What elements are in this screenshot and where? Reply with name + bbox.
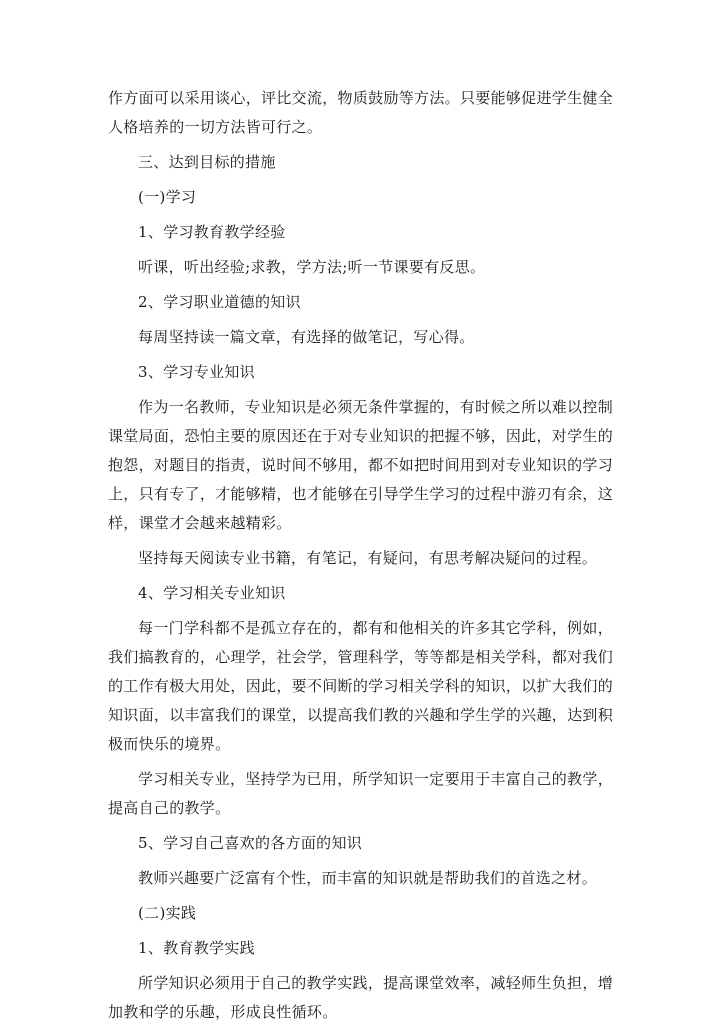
item-heading: 5、学习自己喜欢的各方面的知识 [138, 834, 363, 852]
item-heading: 1、学习教育教学经验 [138, 223, 286, 241]
item-heading: 4、学习相关专业知识 [138, 584, 286, 602]
subsection-heading: (一)学习 [138, 188, 197, 206]
item-heading: 3、学习专业知识 [138, 363, 255, 381]
paragraph: 听课，听出经验;求教，学方法;听一节课要有反思。 [138, 258, 486, 276]
item-heading: 2、学习职业道德的知识 [138, 293, 301, 311]
subsection-heading: (二)实践 [138, 904, 197, 922]
paragraph: 坚持每天阅读专业书籍，有笔记，有疑问，有思考解决疑问的过程。 [138, 549, 598, 567]
paragraph: 作为一名教师，专业知识是必须无条件掌握的，有时候之所以难以控制课堂局面，恐怕主要的原因还在于对专业知识的把握不够，因此，对学生的抱怨，对题目的指责，说时间不够用，都不如把时间用到对专业知识的学习上，只有专了，才能够精，也才能够在引导学生学习的过程中游刃有余，这样，课堂才会越来越精彩。 [108, 398, 613, 532]
section-heading: 三、达到目标的措施 [138, 153, 276, 171]
paragraph: 作方面可以采用谈心，评比交流，物质鼓励等方法。只要能够促进学生健全人格培养的一切方法皆可行之。 [108, 89, 613, 136]
paragraph: 每一门学科都不是孤立存在的，都有和他相关的许多其它学科，例如，我们搞教育的，心理学，社会学，管理科学，等等都是相关学科，都对我们的工作有极大用处，因此，要不间断的学习相关学科的知识，以扩大我们的知识面，以丰富我们的课堂，以提高我们教的兴趣和学生学的兴趣，达到积极而快乐的境界。 [108, 619, 613, 753]
paragraph: 教师兴趣要广泛富有个性，而丰富的知识就是帮助我们的首选之材。 [138, 869, 598, 887]
paragraph: 学习相关专业，坚持学为已用，所学知识一定要用于丰富自己的教学，提高自己的教学。 [108, 770, 613, 817]
paragraph: 每周坚持读一篇文章，有选择的做笔记，写心得。 [138, 328, 475, 346]
item-heading: 1、教育教学实践 [138, 939, 255, 957]
paragraph: 所学知识必须用于自己的教学实践，提高课堂效率，减轻师生负担，增加教和学的乐趣，形成良性循环。 [108, 974, 613, 1021]
document-body [108, 84, 613, 1027]
